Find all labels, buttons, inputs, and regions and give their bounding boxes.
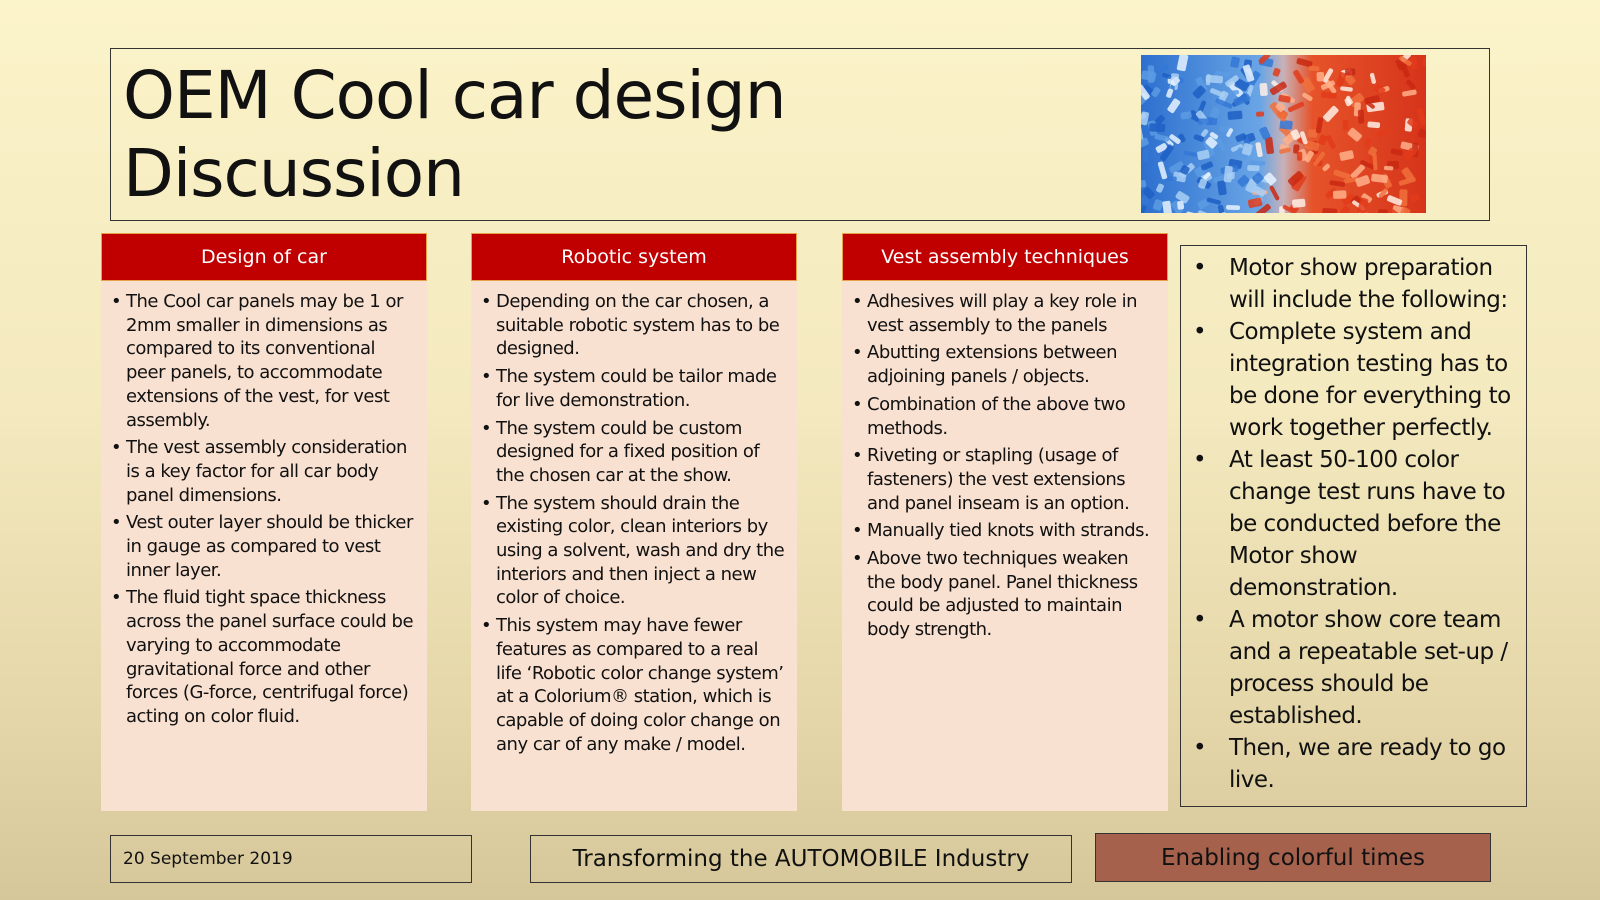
slide-title [123,57,786,213]
footer-slogan: Enabling colorful times [1095,833,1491,882]
list-item: • Combination of the above two methods. [852,393,1156,440]
list-item: • The system could be tailor made for live demonstration. [481,365,785,412]
pellet-shape [1177,201,1184,210]
pellet-shape [1279,120,1293,130]
pellet-shape [1292,199,1306,208]
list-item: • The fluid tight space thickness across the panel surface could be varying to accommodate gravitational force and other forces (G-force, centrifugal force) acting on color fluid. [111,586,415,728]
title-box [110,48,1490,221]
pellet-shape [1142,149,1149,162]
design-of-car-list [101,281,427,729]
list-item: • Adhesives will play a key role in vest assembly to the panels [852,290,1156,337]
pellet-shape [1256,111,1264,117]
list-item: • Above two techniques weaken the body panel. Panel thickness could be adjusted to maintain body strength. [852,547,1156,642]
pellets-image [1141,55,1426,213]
list-item: • Riveting or stapling (usage of fasteners) the vest extensions and panel inseam is an option. [852,444,1156,515]
summary-item: • At least 50-100 color change test runs have to be conducted before the Motor show demonstration. [1189,444,1520,604]
pellet-shape [1367,121,1380,128]
vest-assembly-list [842,281,1168,642]
pellet-shape [1148,65,1155,83]
summary-item: • A motor show core team and a repeatable set-up / process should be established. [1189,604,1520,732]
pellet-shape [1227,110,1242,120]
column-robotic-system [471,233,797,811]
list-item: • Depending on the car chosen, a suitable robotic system has to be designed. [481,290,785,361]
slide-title-line1: OEM Cool car design [123,57,786,134]
pellet-shape [1384,166,1394,171]
footer-date: 20 September 2019 [110,835,472,883]
pellet-shape [1345,68,1355,75]
list-item: • Manually tied knots with strands. [852,519,1156,543]
slide-title-line2: Discussion [123,135,464,212]
robotic-system-list [471,281,797,756]
pellet-shape [1249,161,1266,166]
pellet-shape [1247,165,1259,171]
pellet-shape [1316,72,1324,82]
list-item: • The system could be custom designed for a fixed position of the chosen car at the show. [481,417,785,488]
pellet-shape [1198,118,1212,124]
footer-tagline: Transforming the AUTOMOBILE Industry [530,835,1072,883]
pellet-shape [1423,57,1426,66]
summary-item: • Motor show preparation will include the following: [1189,252,1520,316]
column-design-of-car [101,233,427,811]
summary-item: • Complete system and integration testing has to be done for everything to work together perfectly. [1189,316,1520,444]
list-item: • The Cool car panels may be 1 or 2mm smaller in dimensions as compared to its conventional peer panels, to accommodate extensions of the vest, for vest assembly. [111,290,415,432]
list-item: • Vest outer layer should be thicker in gauge as compared to vest inner layer. [111,511,415,582]
list-item: • Abutting extensions between adjoining panels / objects. [852,341,1156,388]
list-item: • The system should drain the existing color, clean interiors by using a solvent, wash and dry the interiors and then inject a new color of choice. [481,492,785,611]
summary-list [1181,246,1526,796]
pellet-shape [1333,190,1347,199]
pellet-shape [1226,205,1240,210]
pellet-shape [1297,152,1302,161]
list-item: • This system may have fewer features as compared to a real life ‘Robotic color change system’ at a Colorium® station, which is capable of doing color change on any car of any make / model. [481,614,785,756]
summary-box [1180,245,1527,807]
pellet-shape [1309,66,1320,71]
list-item: • The vest assembly consideration is a key factor for all car body panel dimensions. [111,436,415,507]
pellet-shape [1259,83,1267,96]
column-header-robotic-system: Robotic system [471,233,797,281]
column-header-vest-assembly: Vest assembly techniques [842,233,1168,281]
column-vest-assembly [842,233,1168,811]
pellet-shape [1358,110,1365,124]
pellet-shape [1149,123,1165,132]
pellet-shape [1343,120,1349,130]
column-header-design-of-car: Design of car [101,233,427,281]
summary-item: • Then, we are ready to go live. [1189,732,1520,796]
